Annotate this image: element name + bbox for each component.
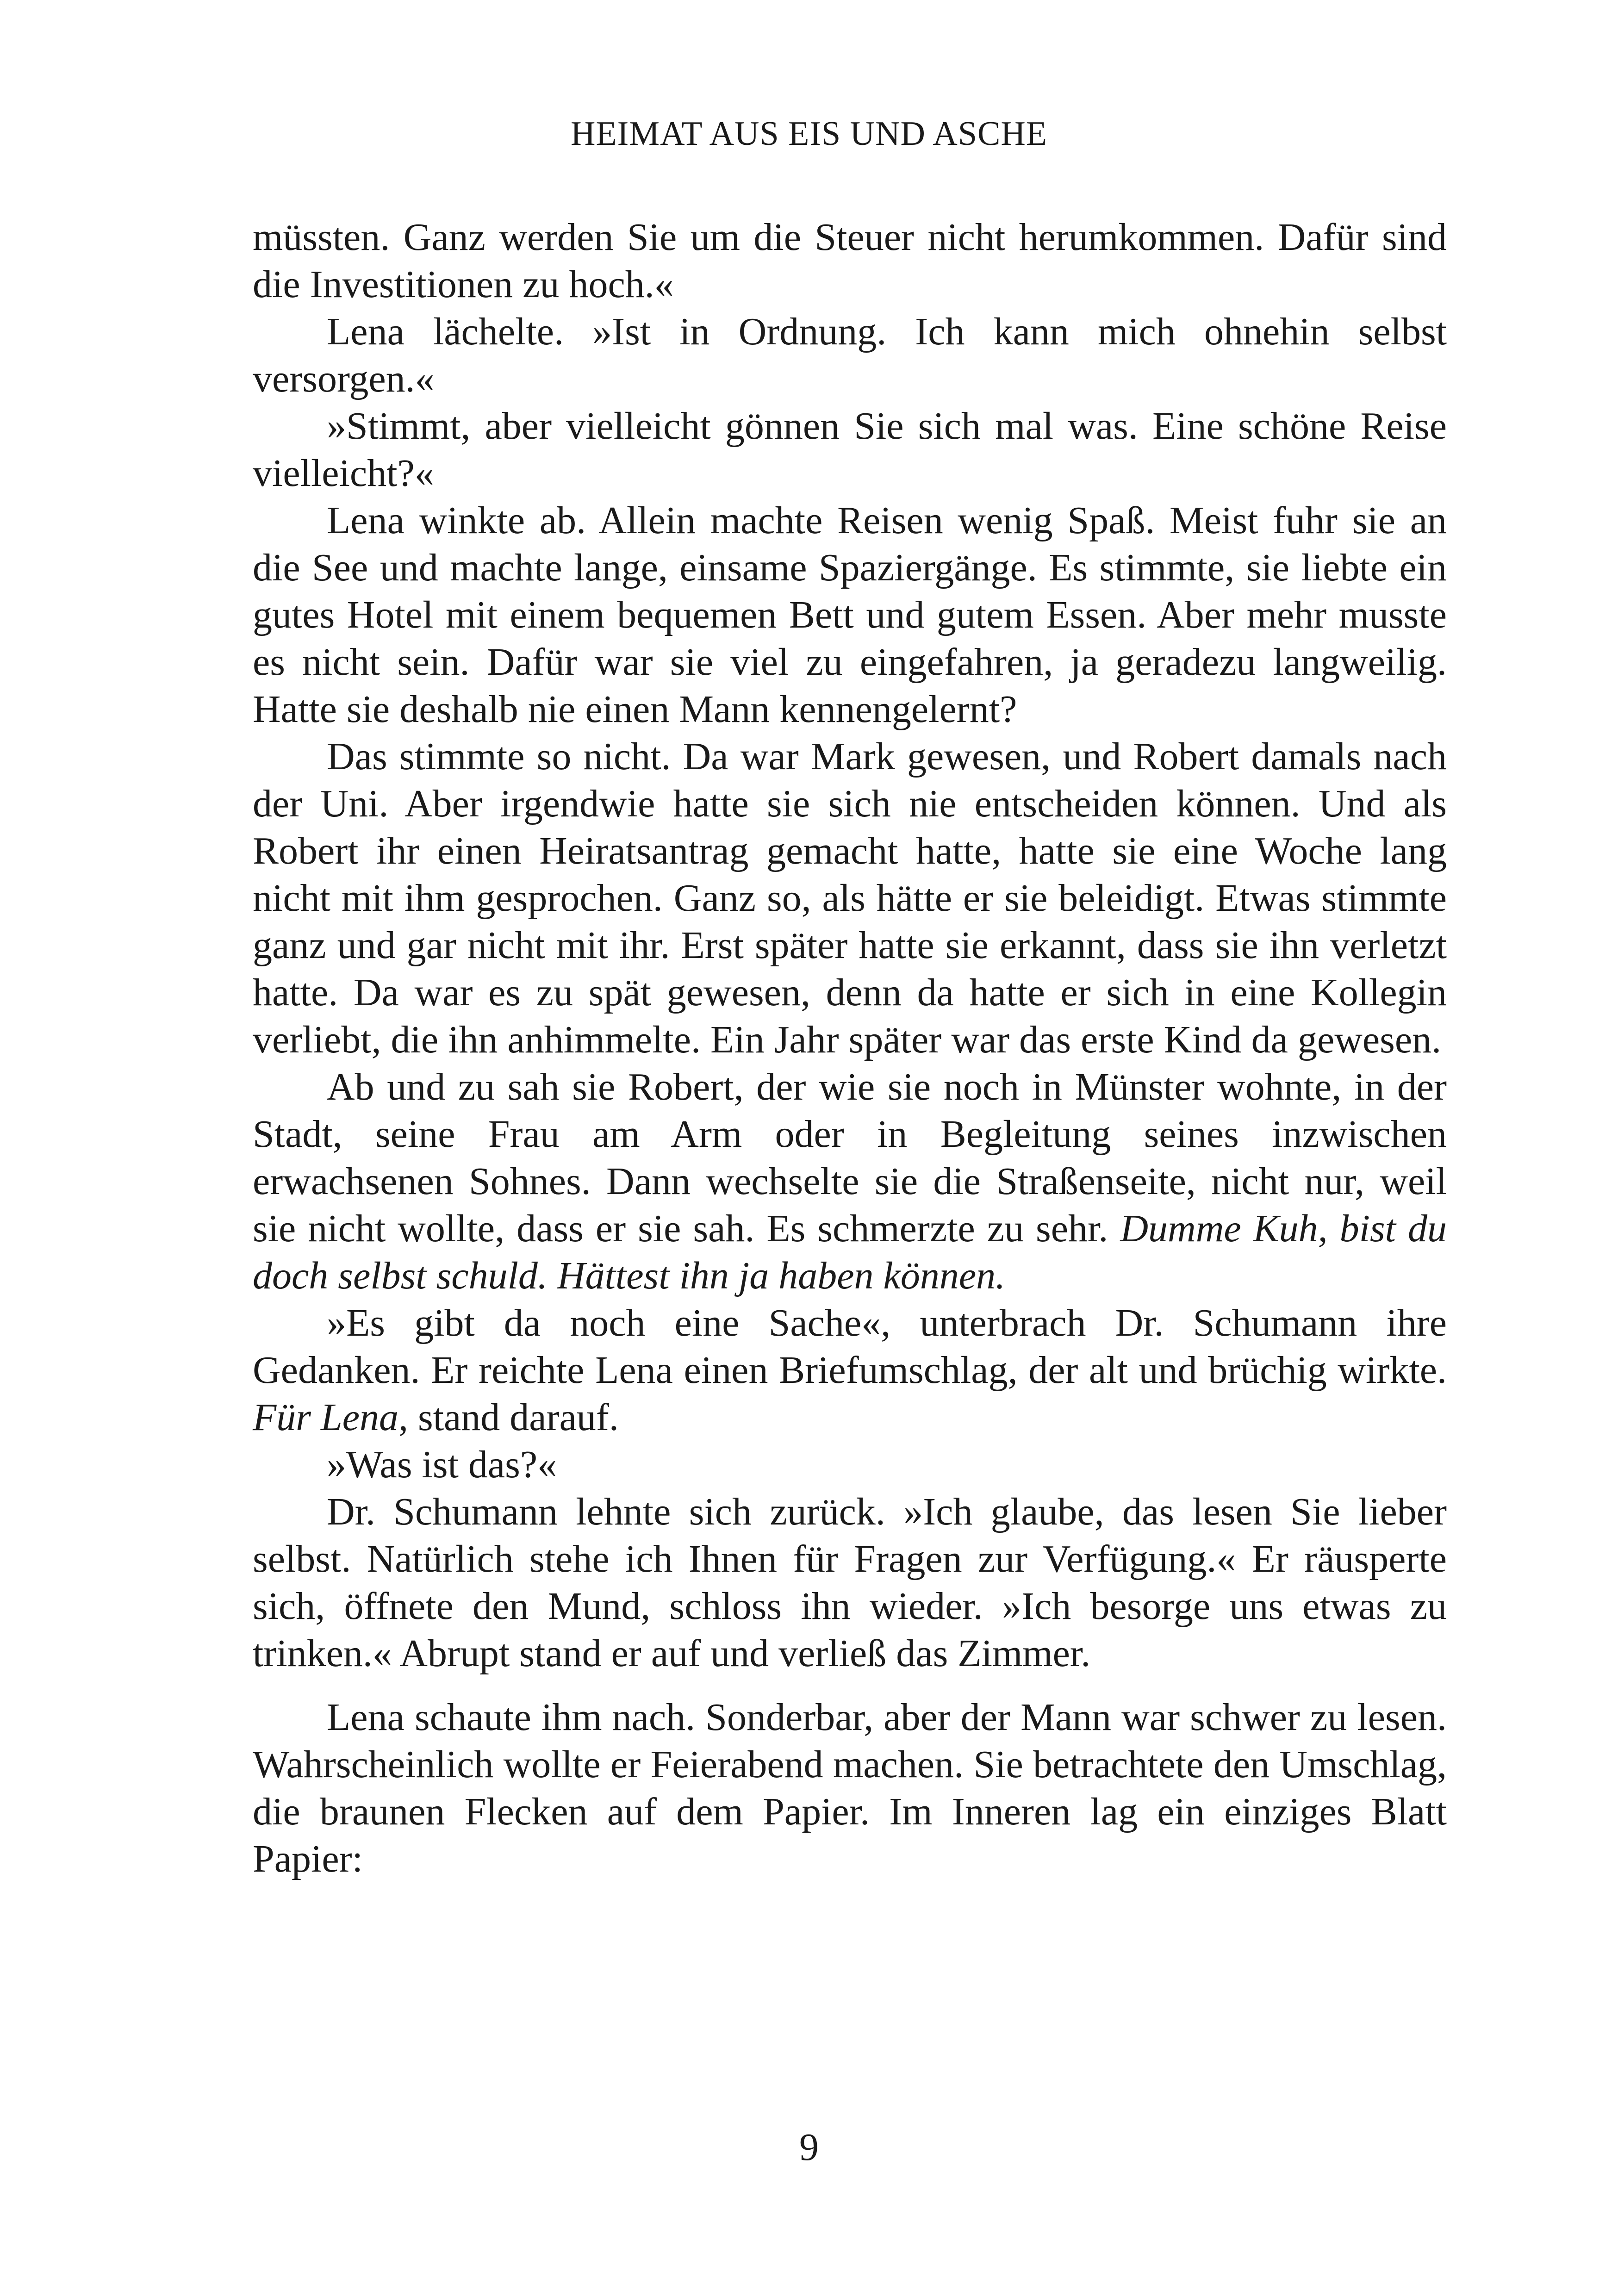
paragraph: [253, 1300, 1447, 1441]
paragraph: »Stimmt, aber vielleicht gönnen Sie sich mal was. Eine schöne Reise vielleicht?«: [253, 404, 1447, 495]
paragraph: Dr. Schumann lehnte sich zurück. »Ich glaube, das lesen Sie lieber selbst. Natürlich stehe ich Ihnen für Fragen zur Verfügung.« Er räusperte sich, öffnete den Mund, schloss ihn wieder. »Ich besorge uns etwas zu trinken.« Abrupt stand er auf und verließ das Zimmer.: [253, 1490, 1447, 1675]
paragraph: Lena lächelte. »Ist in Ordnung. Ich kann mich ohnehin selbst versorgen.«: [253, 310, 1447, 400]
page-number: 9: [799, 2126, 819, 2169]
paragraph: »Was ist das?«: [327, 1443, 557, 1486]
paragraph-text: Ab und zu sah sie Robert, der wie sie noch in Münster wohnte, in der Stadt, seine Frau am Arm oder in Begleitung seines inzwischen erwachsenen Sohnes. Dann wechselte sie die Straßenseite, nicht nur, weil sie nicht wollte, dass er sie sah. Es schmerzte zu sehr.: [253, 1065, 1447, 1250]
paragraph: [253, 1064, 1447, 1300]
body-text: [253, 214, 1447, 1883]
paragraph: Das stimmte so nicht. Da war Mark gewesen, und Robert damals nach der Uni. Aber irgendwie hatte sie sich nie entscheiden können. Und als Robert ihr einen Heiratsantrag gemacht hatte, hatte sie eine Woche lang nicht mit ihm gesprochen. Ganz so, als hätte er sie beleidigt. Etwas stimmte ganz und gar nicht mit ihr. Erst später hatte sie erkannt, dass sie ihn verletzt hatte. Da war es zu spät gewesen, denn da hatte er sich in eine Kollegin verliebt, die ihn anhimmelte. Ein Jahr später war das erste Kind da gewesen.: [253, 735, 1447, 1061]
paragraph: Lena schaute ihm nach. Sonderbar, aber der Mann war schwer zu lesen. Wahrscheinlich wollte er Feierabend machen. Sie betrachtete den Umschlag, die braunen Flecken auf dem Papier. Im Inneren lag ein einziges Blatt Papier:: [253, 1696, 1447, 1880]
envelope-label-italic: Für Lena: [253, 1396, 398, 1439]
paragraph-text: »Es gibt da noch eine Sache«, unterbrach Dr. Schumann ihre Gedanken. Er reichte Lena einen Briefumschlag, der alt und brüchig wirkte.: [253, 1301, 1447, 1392]
inner-thought-italic: Dumme Kuh, bist du doch selbst schuld. Hättest ihn ja haben können.: [253, 1207, 1447, 1297]
paragraph: Lena winkte ab. Allein machte Reisen wenig Spaß. Meist fuhr sie an die See und machte lange, einsame Spaziergänge. Es stimmte, sie liebte ein gutes Hotel mit einem bequemen Bett und gutem Essen. Aber mehr musste es nicht sein. Dafür war sie viel zu eingefahren, ja geradezu langweilig. Hatte sie deshalb nie einen Mann kennengelernt?: [253, 499, 1447, 731]
paragraph: müssten. Ganz werden Sie um die Steuer nicht herumkommen. Dafür sind die Investitionen zu hoch.«: [253, 216, 1447, 306]
paragraph-text-tail: , stand darauf.: [398, 1396, 619, 1439]
running-header: HEIMAT AUS EIS UND ASCHE: [571, 115, 1047, 153]
